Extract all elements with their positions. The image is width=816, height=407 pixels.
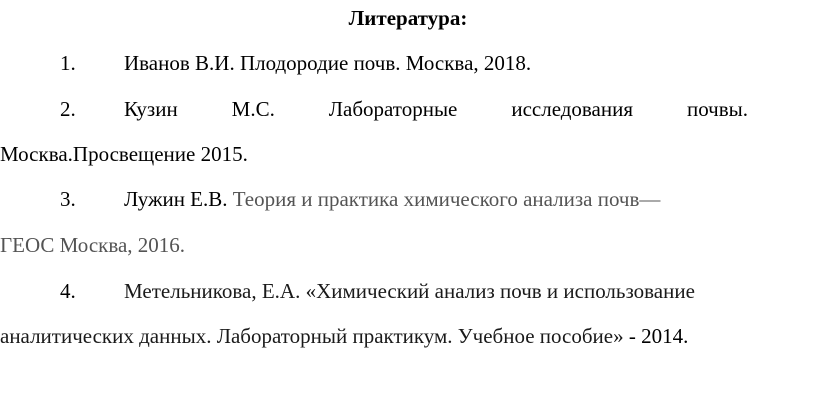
reference-2-text-line1: Кузин М.С. Лабораторные исследования почвы. xyxy=(124,97,748,121)
page-title: Литература: xyxy=(348,6,468,30)
reference-3-number: 3. xyxy=(60,187,76,211)
reference-2-number: 2. xyxy=(60,97,76,121)
reference-3-text-line2: ГЕОС Москва, 2016. xyxy=(0,233,186,257)
reference-4-text-line2 xyxy=(0,324,688,348)
reference-1-text: Иванов В.И. Плодородие почв. Москва, 2018. xyxy=(124,51,532,75)
reference-1-number: 1. xyxy=(60,51,76,75)
reference-4-title-cont: аналитических данных. Лабораторный практикум. Учебное пособие» xyxy=(0,324,624,348)
reference-2-text-line2: Москва.Просвещение 2015. xyxy=(0,142,248,166)
reference-4-year: - 2014. xyxy=(623,324,689,348)
reference-3-text-line1 xyxy=(124,187,660,211)
reference-4-text-line1: Метельникова, Е.А. «Химический анализ почв и использование xyxy=(124,279,695,303)
reference-3-author: Лужин Е.В. xyxy=(124,187,228,211)
reference-3-title: Теория и практика химического анализа почв— xyxy=(227,187,661,211)
reference-4-number: 4. xyxy=(60,279,76,303)
